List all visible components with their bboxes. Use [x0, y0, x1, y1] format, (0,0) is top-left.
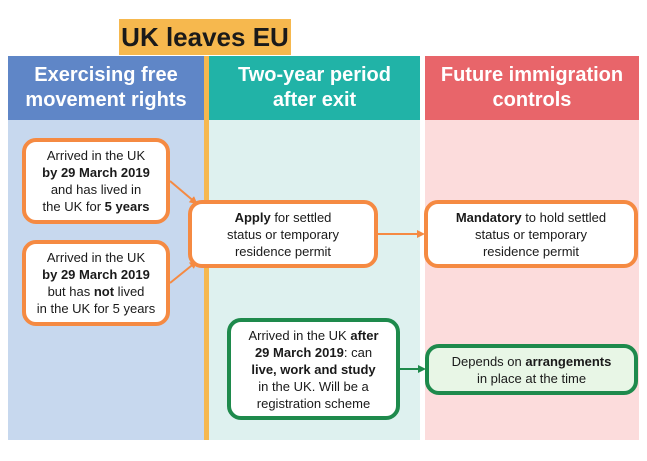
box-arrived-not-5-years: Arrived in the UK by 29 March 2019 but has not lived in the UK for 5 years — [22, 240, 170, 326]
box-depends: Depends on arrangements in place at the time — [425, 344, 638, 395]
box-arrived-after: Arrived in the UK after 29 March 2019: can live, work and study in the UK. Will be a registration scheme — [227, 318, 400, 420]
column-heading: Future immigration controls — [425, 56, 639, 120]
box-arrived-5-years: Arrived in the UK by 29 March 2019 and has lived in the UK for 5 years — [22, 138, 170, 224]
column-heading: Two-year period after exit — [209, 56, 420, 120]
arrow-5y-to-apply — [170, 181, 196, 203]
diagram-title: UK leaves EU — [119, 19, 291, 55]
box-mandatory: Mandatory to hold settled status or temporary residence permit — [424, 200, 638, 268]
arrow-not5y-to-apply — [170, 262, 196, 283]
box-apply: Apply for settled status or temporary residence permit — [188, 200, 378, 268]
column-heading: Exercising free movement rights — [8, 56, 204, 120]
